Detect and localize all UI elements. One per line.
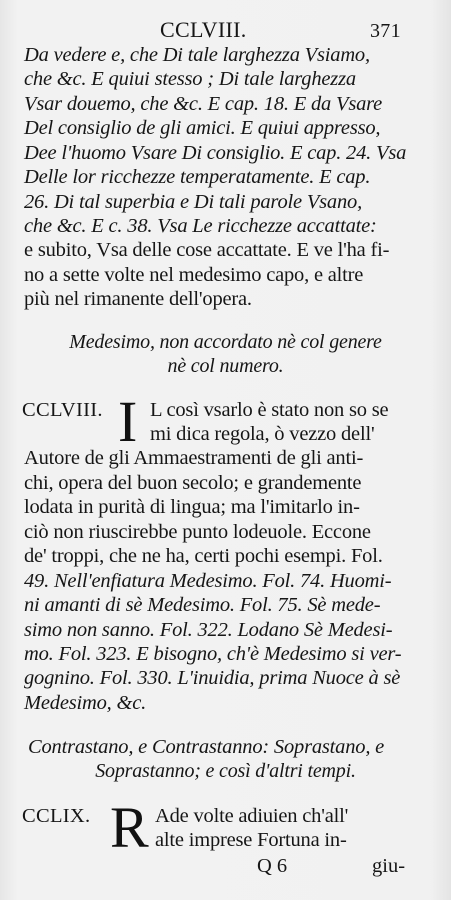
text-line: simo non sanno. Fol. 322. Lodano Sè Medesi- bbox=[24, 619, 393, 641]
text-line: chi, opera del buon secolo; e grandemente bbox=[24, 472, 362, 494]
drop-cap: I bbox=[118, 389, 138, 454]
text-line: 49. Nell'enfiatura Medesimo. Fol. 74. Huomi- bbox=[24, 570, 392, 592]
text-line: e subito, Vsa delle cose accattate. E ve l'ha fi- bbox=[24, 239, 390, 261]
text-line: alte imprese Fortuna in- bbox=[155, 829, 347, 851]
signature-mark: Q 6 bbox=[257, 855, 288, 877]
text-line: Autore de gli Ammaestramenti de gli anti- bbox=[24, 447, 364, 469]
heading-line: Soprastanno; e così d'altri tempi. bbox=[95, 760, 356, 782]
text-line: mi dica regola, ò vezzo dell' bbox=[150, 423, 375, 445]
page-number: 371 bbox=[370, 20, 401, 42]
text-line: Del consiglio de gli amici. E quiui appresso, bbox=[24, 117, 381, 139]
text-line: Medesimo, &c. bbox=[24, 692, 147, 714]
text-line: più nel rimanente dell'opera. bbox=[24, 288, 252, 310]
text-line: Dee l'huomo Vsare Di consiglio. E cap. 24. Vsa bbox=[24, 142, 407, 164]
heading-line: Contrastano, e Contrastanno: Soprastano, e bbox=[28, 736, 385, 758]
text-line: L così vsarlo è stato non so se bbox=[150, 399, 389, 421]
text-line: gognino. Fol. 330. L'inuidia, prima Nuoce à sè bbox=[24, 667, 401, 689]
section-number: CCLVIII. bbox=[22, 399, 103, 421]
running-head: CCLVIII. bbox=[160, 17, 247, 42]
text-line: 26. Di tal superbia e Di tali parole Vsano, bbox=[24, 191, 362, 213]
text-line: che &c. E c. 38. Vsa Le ricchezze accattate: bbox=[24, 215, 377, 237]
text-line: de' troppi, che ne ha, certi pochi esempi. Fol. bbox=[24, 545, 383, 567]
catchword: giu- bbox=[372, 855, 406, 877]
text-line: Vsar douemo, che &c. E cap. 18. E da Vsare bbox=[24, 93, 383, 115]
text-line: ciò non riuscirebbe punto lodeuole. Eccone bbox=[24, 521, 371, 543]
drop-cap: R bbox=[110, 795, 149, 860]
heading-line: Medesimo, non accordato nè col genere bbox=[69, 331, 382, 353]
text-line: lodata in purità di lingua; ma l'imitarlo in- bbox=[24, 496, 360, 518]
section-number: CCLIX. bbox=[22, 805, 91, 827]
text-line: Ade volte adiuien ch'all' bbox=[155, 805, 349, 827]
text-line: mo. Fol. 323. E bisogno, ch'è Medesimo si ver- bbox=[24, 643, 402, 665]
text-line: che &c. E quiui stesso ; Di tale larghezza bbox=[24, 68, 356, 90]
text-line: no a sette volte nel medesimo capo, e altre bbox=[24, 264, 364, 286]
text-line: Da vedere e, che Di tale larghezza Vsiamo, bbox=[24, 44, 370, 66]
text-line: ni amanti di sè Medesimo. Fol. 75. Sè mede- bbox=[24, 594, 381, 616]
heading-line: nè col numero. bbox=[167, 355, 284, 377]
text-line: Delle lor ricchezze temperatamente. E cap. bbox=[24, 166, 371, 188]
